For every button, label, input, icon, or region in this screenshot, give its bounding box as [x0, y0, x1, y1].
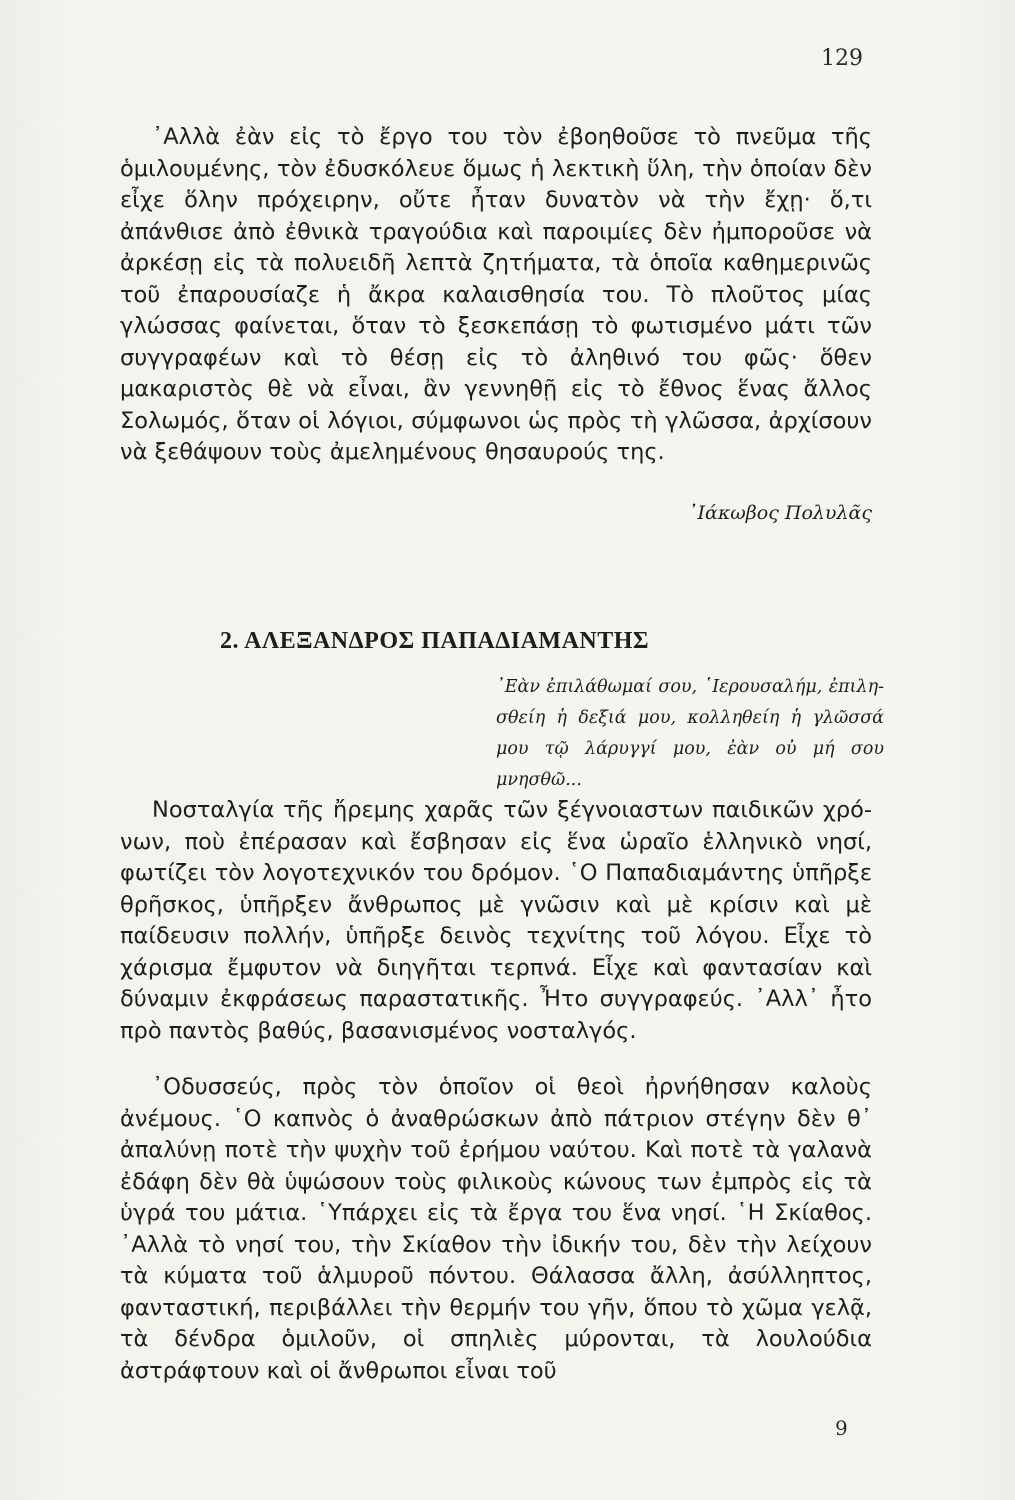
section-heading: 2. ΑΛΕΞΑΝΔΡΟΣ ΠΑΠΑΔΙΑΜΑΝΤΗΣ — [220, 628, 650, 654]
section2-paragraph-2: ᾿Οδυσσεύς, πρὸς τὸν ὁποῖον οἱ θεοὶ ἠρνήθησαν καλοὺς ἀνέμους. ῾Ο καπνὸς ὁ ἀναθρώσκων ἀπὸ πάτριον στέγην δὲν θ᾿ ἀπαλύνῃ ποτὲ τὴν ψυχὴν τοῦ ἐρήμου ναύτου. Καὶ ποτὲ τὰ γαλανὰ ἐδάφη δὲν θὰ ὑψώσουν τοὺς φιλικοὺς κώνους των ἐμπρὸς εἰς τὰ ὑγρά του μάτια. ῾Υπάρχει εἰς τὰ ἔργα του ἕνα νησί. ῾Η Σκίαθος. ᾿Αλλὰ τὸ νησί του, τὴν Σκίαθον τὴν ἰδικήν του, δὲν τὴν λείχουν τὰ κύματα τοῦ ἁλμυροῦ πόντου. Θάλασσα ἄλλη, ἀσύλληπτος, φανταστική, περιβάλλει τὴν θερμήν του γῆν, ὅπου τὸ χῶμα γελᾷ, τὰ δένδρα ὁμιλοῦν, οἱ σπηλιὲς μύρονται, τὰ λουλούδια ἀστράφτουν καὶ οἱ ἄνθρωποι εἶναι τοῦ — [120, 1074, 872, 1384]
section2-text-1 — [120, 795, 872, 1047]
signature-mark: 9 — [835, 1416, 848, 1440]
epigraph-text: ᾿Εὰν ἐπιλάθωμαί σου, ῾Ιερουσαλήμ, ἐπιλησθείη ἡ δεξιά μου, κολληθείη ἡ γλῶσσά μου τῷ λάρυγγί μου, ἐὰν οὐ μή σου μνησθῶ... — [496, 677, 884, 790]
section2-paragraph-1: Νοσταλγία τῆς ἤρεμης χαρᾶς τῶν ξέγνοιαστων παιδικῶν χρόνων, ποὺ ἐπέρασαν καὶ ἔσβησαν εἰς ἕνα ὡραῖο ἑλληνικὸ νησί, φωτίζει τὸν λογοτεχνικόν του δρόμον. ῾Ο Παπαδιαμάντης ὑπῆρξε θρῆσκος, ὑπῆρξεν ἄνθρωπος μὲ γνῶσιν καὶ μὲ κρίσιν καὶ μὲ παίδευσιν πολλήν, ὑπῆρξε δεινὸς τεχνίτης τοῦ λόγου. Εἶχε τὸ χάρισμα ἔμφυτον νὰ διηγῆται τερπνά. Εἶχε καὶ φαντασίαν καὶ δύναμιν ἐκφράσεως παραστατικῆς. Ἦτο συγγραφεύς. ᾿Αλλ᾿ ἦτο πρὸ παντὸς βαθύς, βασανισμένος νοσταλγός. — [120, 797, 872, 1044]
page-number: 129 — [821, 46, 863, 71]
epigraph-quote — [496, 672, 884, 796]
section2-text-2 — [120, 1072, 872, 1387]
section1-text — [120, 122, 872, 469]
section1-paragraph: ᾿Αλλὰ ἐὰν εἰς τὸ ἔργο του τὸν ἐβοηθοῦσε τὸ πνεῦμα τῆς ὁμιλουμένης, τὸν ἐδυσκόλευε ὅμως ἡ λεκτικὴ ὕλη, τὴν ὁποίαν δὲν εἶχε ὅλην πρόχειρην, οὔτε ἦταν δυνατὸν νὰ τὴν ἔχῃ· ὅ,τι ἀπάνθισε ἀπὸ ἐθνικὰ τραγούδια καὶ παροιμίες δὲν ἠμποροῦσε νὰ ἀρκέσῃ εἰς τὰ πολυειδῆ λεπτὰ ζητήματα, τὰ ὁποῖα καθημερινῶς τοῦ ἐπαρουσίαζε ἡ ἄκρα καλαισθησία του. Τὸ πλοῦτος μίας γλώσσας φαίνεται, ὅταν τὸ ξεσκεπάσῃ τὸ φωτισμένο μάτι τῶν συγγραφέων καὶ τὸ θέσῃ εἰς τὸ ἀληθινό του φῶς· ὅθεν μακαριστὸς θὲ νὰ εἶναι, ἂν γεννηθῇ εἰς τὸ ἔθνος ἕνας ἄλλος Σολωμός, ὅταν οἱ λόγιοι, σύμφωνοι ὡς πρὸς τὴ γλῶσσα, ἀρχίσουν νὰ ξεθάψουν τοὺς ἀμελημένους θησαυρούς της. — [120, 124, 872, 465]
author-signature: ᾿Ιάκωβος Πολυλᾶς — [687, 502, 872, 524]
